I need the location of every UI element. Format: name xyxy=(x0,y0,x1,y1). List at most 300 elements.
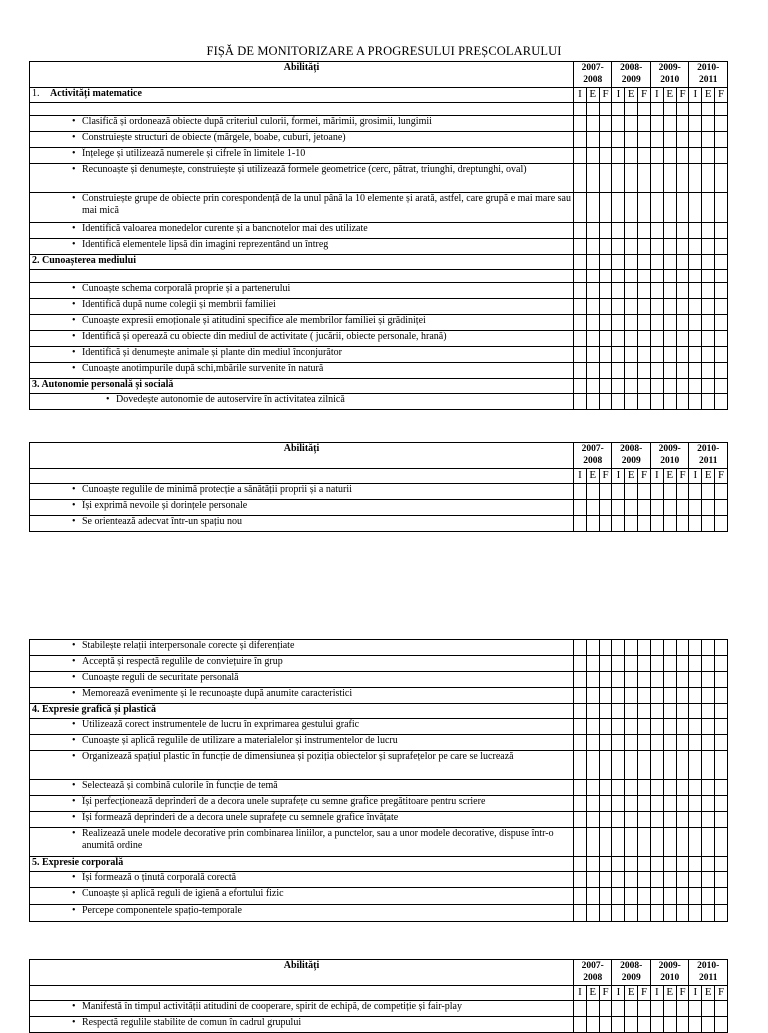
evaluation-cell[interactable] xyxy=(638,1017,651,1033)
evaluation-cell[interactable] xyxy=(599,688,612,704)
evaluation-cell[interactable] xyxy=(715,255,728,270)
evaluation-cell[interactable] xyxy=(638,672,651,688)
evaluation-cell[interactable] xyxy=(638,315,651,331)
evaluation-cell[interactable] xyxy=(586,516,599,532)
evaluation-cell[interactable] xyxy=(638,688,651,704)
evaluation-cell[interactable] xyxy=(650,223,663,239)
evaluation-cell[interactable] xyxy=(702,500,715,516)
evaluation-cell[interactable] xyxy=(612,688,625,704)
evaluation-cell[interactable] xyxy=(599,656,612,672)
evaluation-cell[interactable] xyxy=(599,500,612,516)
evaluation-cell[interactable] xyxy=(612,270,625,283)
evaluation-cell[interactable] xyxy=(715,500,728,516)
evaluation-cell[interactable] xyxy=(574,640,587,656)
evaluation-cell[interactable] xyxy=(599,516,612,532)
evaluation-cell[interactable] xyxy=(715,164,728,193)
evaluation-cell[interactable] xyxy=(612,672,625,688)
evaluation-cell[interactable] xyxy=(676,796,689,812)
evaluation-cell[interactable] xyxy=(574,283,587,299)
evaluation-cell[interactable] xyxy=(574,796,587,812)
evaluation-cell[interactable] xyxy=(574,116,587,132)
evaluation-cell[interactable] xyxy=(586,270,599,283)
evaluation-cell[interactable] xyxy=(689,347,702,363)
evaluation-cell[interactable] xyxy=(676,132,689,148)
evaluation-cell[interactable] xyxy=(676,888,689,905)
evaluation-cell[interactable] xyxy=(663,672,676,688)
evaluation-cell[interactable] xyxy=(625,640,638,656)
evaluation-cell[interactable] xyxy=(715,239,728,255)
evaluation-cell[interactable] xyxy=(574,484,587,500)
evaluation-cell[interactable] xyxy=(650,132,663,148)
evaluation-cell[interactable] xyxy=(702,315,715,331)
evaluation-cell[interactable] xyxy=(574,331,587,347)
evaluation-cell[interactable] xyxy=(625,857,638,872)
evaluation-cell[interactable] xyxy=(612,132,625,148)
evaluation-cell[interactable] xyxy=(612,331,625,347)
evaluation-cell[interactable] xyxy=(625,1017,638,1033)
evaluation-cell[interactable] xyxy=(702,299,715,315)
evaluation-cell[interactable] xyxy=(702,751,715,780)
evaluation-cell[interactable] xyxy=(650,315,663,331)
evaluation-cell[interactable] xyxy=(586,347,599,363)
evaluation-cell[interactable] xyxy=(689,283,702,299)
evaluation-cell[interactable] xyxy=(599,888,612,905)
evaluation-cell[interactable] xyxy=(689,828,702,857)
evaluation-cell[interactable] xyxy=(574,103,587,116)
evaluation-cell[interactable] xyxy=(650,484,663,500)
evaluation-cell[interactable] xyxy=(702,704,715,719)
evaluation-cell[interactable] xyxy=(574,656,587,672)
evaluation-cell[interactable] xyxy=(689,704,702,719)
evaluation-cell[interactable] xyxy=(638,132,651,148)
evaluation-cell[interactable] xyxy=(650,103,663,116)
evaluation-cell[interactable] xyxy=(586,888,599,905)
evaluation-cell[interactable] xyxy=(638,103,651,116)
evaluation-cell[interactable] xyxy=(612,193,625,223)
evaluation-cell[interactable] xyxy=(638,347,651,363)
evaluation-cell[interactable] xyxy=(625,872,638,888)
evaluation-cell[interactable] xyxy=(702,331,715,347)
evaluation-cell[interactable] xyxy=(612,315,625,331)
evaluation-cell[interactable] xyxy=(689,193,702,223)
evaluation-cell[interactable] xyxy=(689,132,702,148)
evaluation-cell[interactable] xyxy=(702,223,715,239)
evaluation-cell[interactable] xyxy=(599,283,612,299)
evaluation-cell[interactable] xyxy=(638,516,651,532)
evaluation-cell[interactable] xyxy=(612,704,625,719)
evaluation-cell[interactable] xyxy=(638,656,651,672)
evaluation-cell[interactable] xyxy=(625,394,638,410)
evaluation-cell[interactable] xyxy=(599,103,612,116)
evaluation-cell[interactable] xyxy=(663,872,676,888)
evaluation-cell[interactable] xyxy=(689,872,702,888)
evaluation-cell[interactable] xyxy=(586,1017,599,1033)
evaluation-cell[interactable] xyxy=(715,315,728,331)
evaluation-cell[interactable] xyxy=(702,347,715,363)
evaluation-cell[interactable] xyxy=(676,394,689,410)
evaluation-cell[interactable] xyxy=(650,751,663,780)
evaluation-cell[interactable] xyxy=(676,780,689,796)
evaluation-cell[interactable] xyxy=(625,672,638,688)
evaluation-cell[interactable] xyxy=(702,905,715,922)
evaluation-cell[interactable] xyxy=(702,363,715,379)
evaluation-cell[interactable] xyxy=(625,516,638,532)
evaluation-cell[interactable] xyxy=(676,905,689,922)
evaluation-cell[interactable] xyxy=(689,857,702,872)
evaluation-cell[interactable] xyxy=(715,796,728,812)
evaluation-cell[interactable] xyxy=(599,672,612,688)
evaluation-cell[interactable] xyxy=(638,223,651,239)
evaluation-cell[interactable] xyxy=(586,116,599,132)
evaluation-cell[interactable] xyxy=(676,363,689,379)
evaluation-cell[interactable] xyxy=(689,379,702,394)
evaluation-cell[interactable] xyxy=(676,103,689,116)
evaluation-cell[interactable] xyxy=(625,193,638,223)
evaluation-cell[interactable] xyxy=(612,812,625,828)
evaluation-cell[interactable] xyxy=(689,331,702,347)
evaluation-cell[interactable] xyxy=(689,640,702,656)
evaluation-cell[interactable] xyxy=(663,270,676,283)
evaluation-cell[interactable] xyxy=(586,704,599,719)
evaluation-cell[interactable] xyxy=(638,394,651,410)
evaluation-cell[interactable] xyxy=(612,872,625,888)
evaluation-cell[interactable] xyxy=(676,1001,689,1017)
evaluation-cell[interactable] xyxy=(676,857,689,872)
evaluation-cell[interactable] xyxy=(612,255,625,270)
evaluation-cell[interactable] xyxy=(715,640,728,656)
evaluation-cell[interactable] xyxy=(715,1001,728,1017)
evaluation-cell[interactable] xyxy=(625,735,638,751)
evaluation-cell[interactable] xyxy=(574,239,587,255)
evaluation-cell[interactable] xyxy=(599,905,612,922)
evaluation-cell[interactable] xyxy=(599,640,612,656)
evaluation-cell[interactable] xyxy=(574,164,587,193)
evaluation-cell[interactable] xyxy=(676,148,689,164)
evaluation-cell[interactable] xyxy=(638,331,651,347)
evaluation-cell[interactable] xyxy=(625,704,638,719)
evaluation-cell[interactable] xyxy=(663,164,676,193)
evaluation-cell[interactable] xyxy=(574,299,587,315)
evaluation-cell[interactable] xyxy=(625,223,638,239)
evaluation-cell[interactable] xyxy=(625,828,638,857)
evaluation-cell[interactable] xyxy=(663,735,676,751)
evaluation-cell[interactable] xyxy=(612,828,625,857)
evaluation-cell[interactable] xyxy=(586,103,599,116)
evaluation-cell[interactable] xyxy=(638,255,651,270)
evaluation-cell[interactable] xyxy=(689,484,702,500)
evaluation-cell[interactable] xyxy=(586,379,599,394)
evaluation-cell[interactable] xyxy=(715,857,728,872)
evaluation-cell[interactable] xyxy=(663,905,676,922)
evaluation-cell[interactable] xyxy=(650,640,663,656)
evaluation-cell[interactable] xyxy=(625,347,638,363)
evaluation-cell[interactable] xyxy=(625,239,638,255)
evaluation-cell[interactable] xyxy=(612,1017,625,1033)
evaluation-cell[interactable] xyxy=(702,1001,715,1017)
evaluation-cell[interactable] xyxy=(612,484,625,500)
evaluation-cell[interactable] xyxy=(574,857,587,872)
evaluation-cell[interactable] xyxy=(625,116,638,132)
evaluation-cell[interactable] xyxy=(702,379,715,394)
evaluation-cell[interactable] xyxy=(599,704,612,719)
evaluation-cell[interactable] xyxy=(625,132,638,148)
evaluation-cell[interactable] xyxy=(650,500,663,516)
evaluation-cell[interactable] xyxy=(676,656,689,672)
evaluation-cell[interactable] xyxy=(650,394,663,410)
evaluation-cell[interactable] xyxy=(676,704,689,719)
evaluation-cell[interactable] xyxy=(663,363,676,379)
evaluation-cell[interactable] xyxy=(650,347,663,363)
evaluation-cell[interactable] xyxy=(715,888,728,905)
evaluation-cell[interactable] xyxy=(599,1001,612,1017)
evaluation-cell[interactable] xyxy=(586,905,599,922)
evaluation-cell[interactable] xyxy=(650,872,663,888)
evaluation-cell[interactable] xyxy=(689,500,702,516)
evaluation-cell[interactable] xyxy=(612,164,625,193)
evaluation-cell[interactable] xyxy=(689,688,702,704)
evaluation-cell[interactable] xyxy=(586,719,599,735)
evaluation-cell[interactable] xyxy=(650,379,663,394)
evaluation-cell[interactable] xyxy=(574,223,587,239)
evaluation-cell[interactable] xyxy=(612,116,625,132)
evaluation-cell[interactable] xyxy=(689,905,702,922)
evaluation-cell[interactable] xyxy=(599,270,612,283)
evaluation-cell[interactable] xyxy=(676,828,689,857)
evaluation-cell[interactable] xyxy=(638,888,651,905)
evaluation-cell[interactable] xyxy=(586,688,599,704)
evaluation-cell[interactable] xyxy=(663,888,676,905)
evaluation-cell[interactable] xyxy=(715,828,728,857)
evaluation-cell[interactable] xyxy=(574,735,587,751)
evaluation-cell[interactable] xyxy=(574,688,587,704)
evaluation-cell[interactable] xyxy=(689,751,702,780)
evaluation-cell[interactable] xyxy=(715,872,728,888)
evaluation-cell[interactable] xyxy=(676,500,689,516)
evaluation-cell[interactable] xyxy=(625,796,638,812)
evaluation-cell[interactable] xyxy=(625,148,638,164)
evaluation-cell[interactable] xyxy=(612,796,625,812)
evaluation-cell[interactable] xyxy=(612,379,625,394)
evaluation-cell[interactable] xyxy=(663,331,676,347)
evaluation-cell[interactable] xyxy=(612,394,625,410)
evaluation-cell[interactable] xyxy=(599,872,612,888)
evaluation-cell[interactable] xyxy=(586,1001,599,1017)
evaluation-cell[interactable] xyxy=(638,905,651,922)
evaluation-cell[interactable] xyxy=(574,379,587,394)
evaluation-cell[interactable] xyxy=(676,116,689,132)
evaluation-cell[interactable] xyxy=(676,223,689,239)
evaluation-cell[interactable] xyxy=(689,780,702,796)
evaluation-cell[interactable] xyxy=(650,1017,663,1033)
evaluation-cell[interactable] xyxy=(715,735,728,751)
evaluation-cell[interactable] xyxy=(599,735,612,751)
evaluation-cell[interactable] xyxy=(650,331,663,347)
evaluation-cell[interactable] xyxy=(586,872,599,888)
evaluation-cell[interactable] xyxy=(612,857,625,872)
evaluation-cell[interactable] xyxy=(702,796,715,812)
evaluation-cell[interactable] xyxy=(586,363,599,379)
evaluation-cell[interactable] xyxy=(599,132,612,148)
evaluation-cell[interactable] xyxy=(689,255,702,270)
evaluation-cell[interactable] xyxy=(715,379,728,394)
evaluation-cell[interactable] xyxy=(715,116,728,132)
evaluation-cell[interactable] xyxy=(689,796,702,812)
evaluation-cell[interactable] xyxy=(586,640,599,656)
evaluation-cell[interactable] xyxy=(663,812,676,828)
evaluation-cell[interactable] xyxy=(663,103,676,116)
evaluation-cell[interactable] xyxy=(715,394,728,410)
evaluation-cell[interactable] xyxy=(676,484,689,500)
evaluation-cell[interactable] xyxy=(715,193,728,223)
evaluation-cell[interactable] xyxy=(586,672,599,688)
evaluation-cell[interactable] xyxy=(650,796,663,812)
evaluation-cell[interactable] xyxy=(586,751,599,780)
evaluation-cell[interactable] xyxy=(702,672,715,688)
evaluation-cell[interactable] xyxy=(663,516,676,532)
evaluation-cell[interactable] xyxy=(689,103,702,116)
evaluation-cell[interactable] xyxy=(586,828,599,857)
evaluation-cell[interactable] xyxy=(586,484,599,500)
evaluation-cell[interactable] xyxy=(702,812,715,828)
evaluation-cell[interactable] xyxy=(638,484,651,500)
evaluation-cell[interactable] xyxy=(702,148,715,164)
evaluation-cell[interactable] xyxy=(663,116,676,132)
evaluation-cell[interactable] xyxy=(574,1017,587,1033)
evaluation-cell[interactable] xyxy=(715,283,728,299)
evaluation-cell[interactable] xyxy=(638,283,651,299)
evaluation-cell[interactable] xyxy=(586,255,599,270)
evaluation-cell[interactable] xyxy=(676,283,689,299)
evaluation-cell[interactable] xyxy=(625,363,638,379)
evaluation-cell[interactable] xyxy=(663,751,676,780)
evaluation-cell[interactable] xyxy=(663,719,676,735)
evaluation-cell[interactable] xyxy=(702,735,715,751)
evaluation-cell[interactable] xyxy=(702,255,715,270)
evaluation-cell[interactable] xyxy=(650,719,663,735)
evaluation-cell[interactable] xyxy=(650,828,663,857)
evaluation-cell[interactable] xyxy=(574,780,587,796)
evaluation-cell[interactable] xyxy=(574,516,587,532)
evaluation-cell[interactable] xyxy=(663,780,676,796)
evaluation-cell[interactable] xyxy=(599,796,612,812)
evaluation-cell[interactable] xyxy=(715,347,728,363)
evaluation-cell[interactable] xyxy=(625,780,638,796)
evaluation-cell[interactable] xyxy=(702,239,715,255)
evaluation-cell[interactable] xyxy=(663,828,676,857)
evaluation-cell[interactable] xyxy=(625,484,638,500)
evaluation-cell[interactable] xyxy=(625,379,638,394)
evaluation-cell[interactable] xyxy=(638,270,651,283)
evaluation-cell[interactable] xyxy=(676,239,689,255)
evaluation-cell[interactable] xyxy=(676,379,689,394)
evaluation-cell[interactable] xyxy=(650,704,663,719)
evaluation-cell[interactable] xyxy=(689,270,702,283)
evaluation-cell[interactable] xyxy=(702,780,715,796)
evaluation-cell[interactable] xyxy=(586,812,599,828)
evaluation-cell[interactable] xyxy=(702,103,715,116)
evaluation-cell[interactable] xyxy=(689,223,702,239)
evaluation-cell[interactable] xyxy=(702,283,715,299)
evaluation-cell[interactable] xyxy=(638,299,651,315)
evaluation-cell[interactable] xyxy=(612,500,625,516)
evaluation-cell[interactable] xyxy=(689,363,702,379)
evaluation-cell[interactable] xyxy=(650,857,663,872)
evaluation-cell[interactable] xyxy=(599,828,612,857)
evaluation-cell[interactable] xyxy=(574,812,587,828)
evaluation-cell[interactable] xyxy=(612,103,625,116)
evaluation-cell[interactable] xyxy=(638,148,651,164)
evaluation-cell[interactable] xyxy=(702,484,715,500)
evaluation-cell[interactable] xyxy=(574,132,587,148)
evaluation-cell[interactable] xyxy=(638,363,651,379)
evaluation-cell[interactable] xyxy=(676,872,689,888)
evaluation-cell[interactable] xyxy=(574,888,587,905)
evaluation-cell[interactable] xyxy=(663,148,676,164)
evaluation-cell[interactable] xyxy=(676,299,689,315)
evaluation-cell[interactable] xyxy=(599,751,612,780)
evaluation-cell[interactable] xyxy=(663,394,676,410)
evaluation-cell[interactable] xyxy=(702,394,715,410)
evaluation-cell[interactable] xyxy=(599,239,612,255)
evaluation-cell[interactable] xyxy=(586,132,599,148)
evaluation-cell[interactable] xyxy=(574,719,587,735)
evaluation-cell[interactable] xyxy=(638,704,651,719)
evaluation-cell[interactable] xyxy=(625,164,638,193)
evaluation-cell[interactable] xyxy=(676,751,689,780)
evaluation-cell[interactable] xyxy=(715,1017,728,1033)
evaluation-cell[interactable] xyxy=(586,857,599,872)
evaluation-cell[interactable] xyxy=(625,255,638,270)
evaluation-cell[interactable] xyxy=(676,347,689,363)
evaluation-cell[interactable] xyxy=(715,484,728,500)
evaluation-cell[interactable] xyxy=(676,331,689,347)
evaluation-cell[interactable] xyxy=(638,116,651,132)
evaluation-cell[interactable] xyxy=(599,193,612,223)
evaluation-cell[interactable] xyxy=(599,857,612,872)
evaluation-cell[interactable] xyxy=(638,1001,651,1017)
evaluation-cell[interactable] xyxy=(650,239,663,255)
evaluation-cell[interactable] xyxy=(599,780,612,796)
evaluation-cell[interactable] xyxy=(702,719,715,735)
evaluation-cell[interactable] xyxy=(574,704,587,719)
evaluation-cell[interactable] xyxy=(676,315,689,331)
evaluation-cell[interactable] xyxy=(702,888,715,905)
evaluation-cell[interactable] xyxy=(689,1017,702,1033)
evaluation-cell[interactable] xyxy=(574,1001,587,1017)
evaluation-cell[interactable] xyxy=(676,719,689,735)
evaluation-cell[interactable] xyxy=(625,688,638,704)
evaluation-cell[interactable] xyxy=(599,331,612,347)
evaluation-cell[interactable] xyxy=(574,672,587,688)
evaluation-cell[interactable] xyxy=(586,299,599,315)
evaluation-cell[interactable] xyxy=(663,1001,676,1017)
evaluation-cell[interactable] xyxy=(650,688,663,704)
evaluation-cell[interactable] xyxy=(599,363,612,379)
evaluation-cell[interactable] xyxy=(650,812,663,828)
evaluation-cell[interactable] xyxy=(586,283,599,299)
evaluation-cell[interactable] xyxy=(612,640,625,656)
evaluation-cell[interactable] xyxy=(612,751,625,780)
evaluation-cell[interactable] xyxy=(702,640,715,656)
evaluation-cell[interactable] xyxy=(612,735,625,751)
evaluation-cell[interactable] xyxy=(689,735,702,751)
evaluation-cell[interactable] xyxy=(663,315,676,331)
evaluation-cell[interactable] xyxy=(625,1001,638,1017)
evaluation-cell[interactable] xyxy=(650,735,663,751)
evaluation-cell[interactable] xyxy=(715,331,728,347)
evaluation-cell[interactable] xyxy=(586,315,599,331)
evaluation-cell[interactable] xyxy=(638,812,651,828)
